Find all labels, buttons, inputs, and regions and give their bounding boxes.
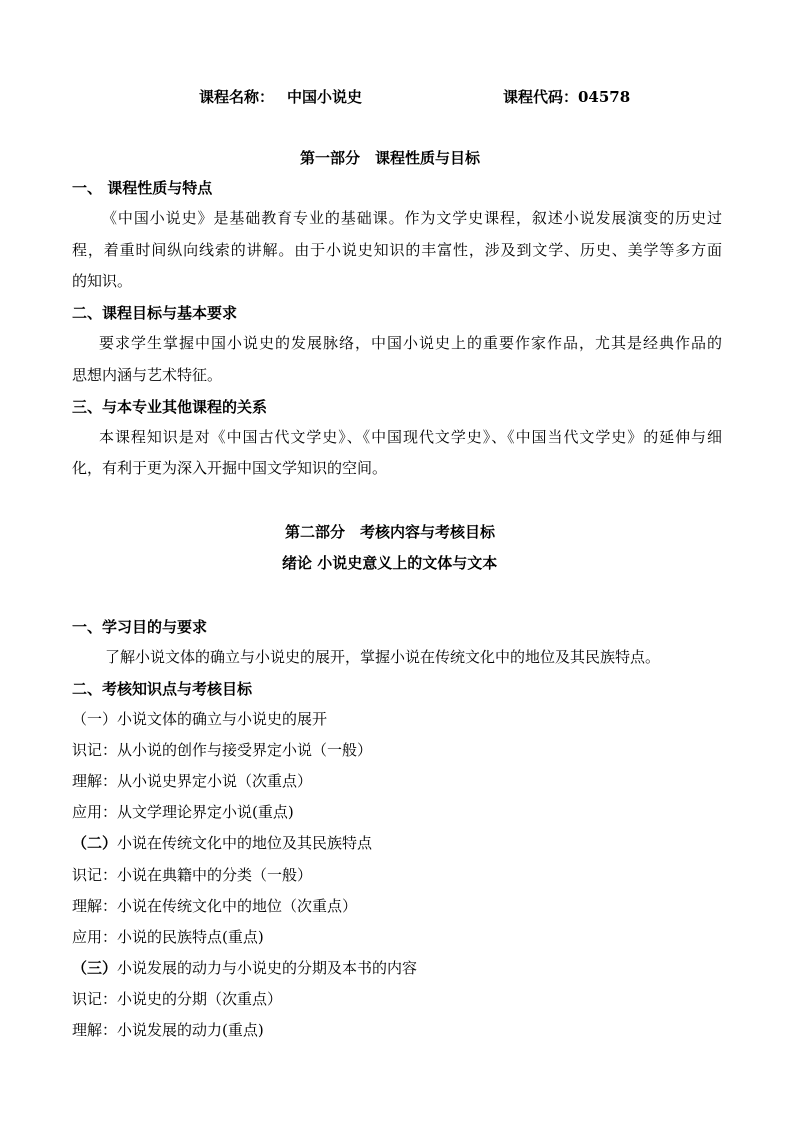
section-heading: 一、 课程性质与特点 — [72, 179, 213, 197]
list-item-text: 理解：从小说史界定小说（次重点） — [72, 772, 313, 791]
list-item-text: 识记：从小说的创作与接受界定小说（一般） — [72, 741, 373, 760]
list-item — [72, 709, 722, 729]
paragraph-line: 要求学生掌握中国小说史的发展脉络，中国小说史上的重要作家作品，尤其是经典作品的 — [99, 334, 722, 352]
paragraph-line: 的知识。 — [72, 272, 133, 290]
paragraph-line: 化，有利于更为深入开掘中国文学知识的空间。 — [72, 459, 388, 477]
list-item — [72, 865, 722, 885]
list-item-text: 理解：小说在传统文化中的地位（次重点） — [72, 896, 358, 915]
list-item-text: 理解：小说发展的动力(重点) — [72, 1021, 264, 1039]
list-item — [72, 989, 722, 1009]
paragraph-line: 了解小说文体的确立与小说史的展开，掌握小说在传统文化中的地位及其民族特点。 — [105, 648, 661, 666]
section-heading: 二、课程目标与基本要求 — [72, 304, 238, 322]
list-item-text: 应用：从文学理论界定小说(重点) — [72, 803, 294, 822]
list-item — [72, 927, 722, 947]
course-name-label: 课程名称： — [199, 88, 275, 106]
course-code-label: 课程代码： — [503, 88, 579, 106]
list-item-text: 识记：小说史的分期（次重点） — [72, 989, 283, 1008]
list-item-text: 小说发展的动力与小说史的分期及本书的内容 — [117, 958, 418, 977]
list-item-number: （三） — [72, 958, 118, 977]
list-item — [72, 833, 722, 853]
list-item-text: 应用：小说的民族特点(重点) — [72, 927, 264, 946]
list-item — [72, 958, 722, 978]
part2-subtitle: 绪论 小说史意义上的文体与文本 — [282, 554, 498, 572]
list-item — [72, 896, 722, 916]
list-item-text: 小说在传统文化中的地位及其民族特点 — [117, 834, 373, 853]
paragraph-line: 程，着重时间纵向线索的讲解。由于小说史知识的丰富性，涉及到文学、历史、美学等多方面 — [72, 241, 722, 259]
list-item — [72, 1020, 722, 1040]
section-heading: 二、考核知识点与考核目标 — [72, 680, 253, 698]
list-item — [72, 771, 722, 791]
part2-title: 第二部分 考核内容与考核目标 — [285, 523, 496, 541]
course-name: 中国小说史 — [287, 88, 363, 106]
section-heading: 三、与本专业其他课程的关系 — [72, 398, 268, 416]
paragraph-line: 《中国小说史》是基础教育专业的基础课。作为文学史课程，叙述小说发展演变的历史过 — [102, 209, 722, 227]
course-code: 04578 — [578, 88, 631, 106]
paragraph-line: 思想内涵与艺术特征。 — [72, 366, 223, 384]
part1-title: 第一部分 课程性质与目标 — [300, 149, 481, 167]
list-item-text: （一）小说文体的确立与小说史的展开 — [72, 710, 328, 728]
paragraph-line: 本课程知识是对《中国古代文学史》、《中国现代文学史》、《中国当代文学史》的延伸与细 — [99, 428, 722, 446]
list-item — [72, 740, 722, 760]
list-item — [72, 802, 722, 822]
list-item-text: 识记：小说在典籍中的分类（一般） — [72, 865, 313, 884]
section-heading: 一、学习目的与要求 — [72, 618, 208, 636]
list-item-number: （二） — [72, 834, 118, 853]
